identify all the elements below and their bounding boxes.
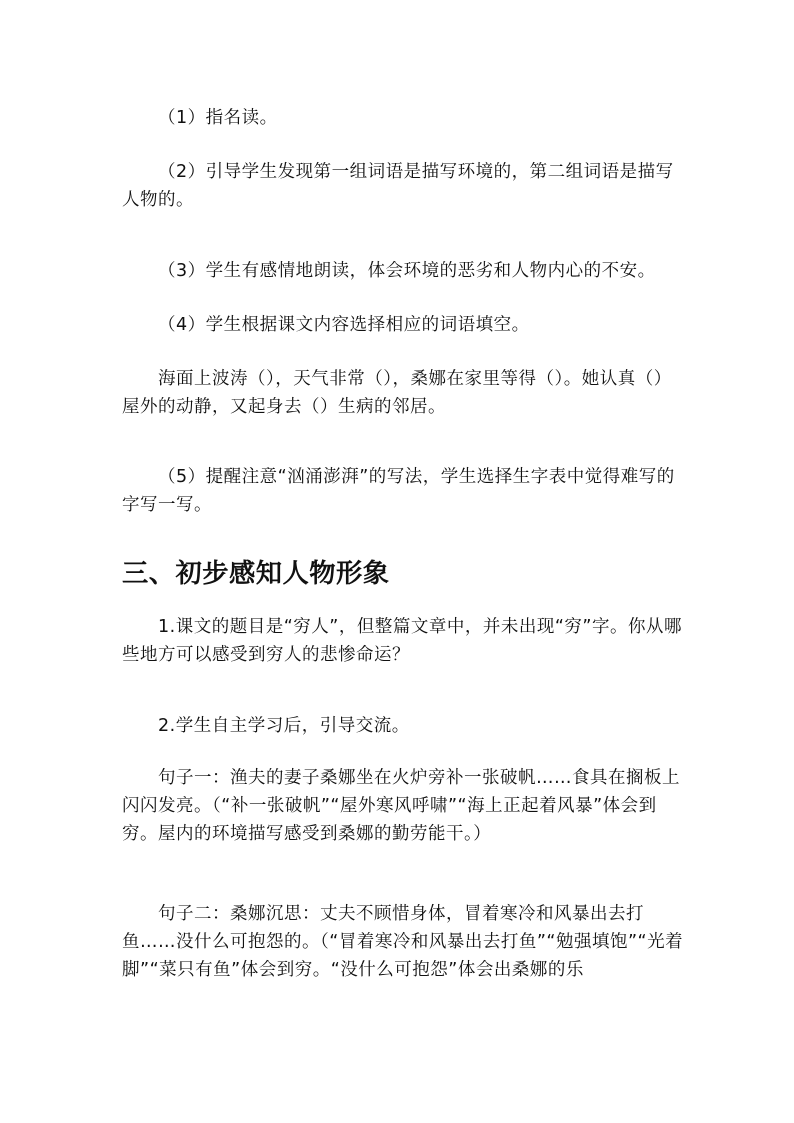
paragraph-3: （3）学生有感情地朗读，体会环境的恶劣和人物内心的不安。 <box>158 261 656 281</box>
paragraph-9-sentence-one: 句子一：渔夫的妻子桑娜坐在火炉旁补一张破帆……食具在搁板上闪闪发亮。（“补一张破帆”“屋外寒风呼啸”“海上正起着风暴”体会到穷。屋内的环境描写感受到桑娜的勤劳能干。） <box>122 768 680 844</box>
paragraph-5-fill-in-blanks: 海面上波涛（），天气非常（），桑娜在家里等得（）。她认真（）屋外的动静，又起身去（）生病的邻居。 <box>122 369 672 417</box>
paragraph-7: 1.课文的题目是“穷人”，但整篇文章中，并未出现“穷”字。你从哪些地方可以感受到穷人的悲惨命运？ <box>122 617 682 665</box>
section-heading: 三、初步感知人物形象 <box>122 559 390 589</box>
paragraph-2: （2）引导学生发现第一组词语是描写环境的，第二组词语是描写人物的。 <box>122 162 674 210</box>
paragraph-8: 2.学生自主学习后，引导交流。 <box>158 716 410 736</box>
paragraph-1: （1）指名读。 <box>158 108 278 128</box>
paragraph-6: （5）提醒注意“汹涌澎湃”的写法，学生选择生字表中觉得难写的字写一写。 <box>122 467 675 515</box>
paragraph-4: （4）学生根据课文内容选择相应的词语填空。 <box>158 315 530 335</box>
paragraph-10-sentence-two: 句子二：桑娜沉思：丈夫不顾惜身体，冒着寒冷和风暴出去打鱼……没什么可抱怨的。（“冒着寒冷和风暴出去打鱼”“勉强填饱”“光着脚”“菜只有鱼”体会到穷。“没什么可抱怨”体会出桑娜的乐 <box>122 904 684 980</box>
